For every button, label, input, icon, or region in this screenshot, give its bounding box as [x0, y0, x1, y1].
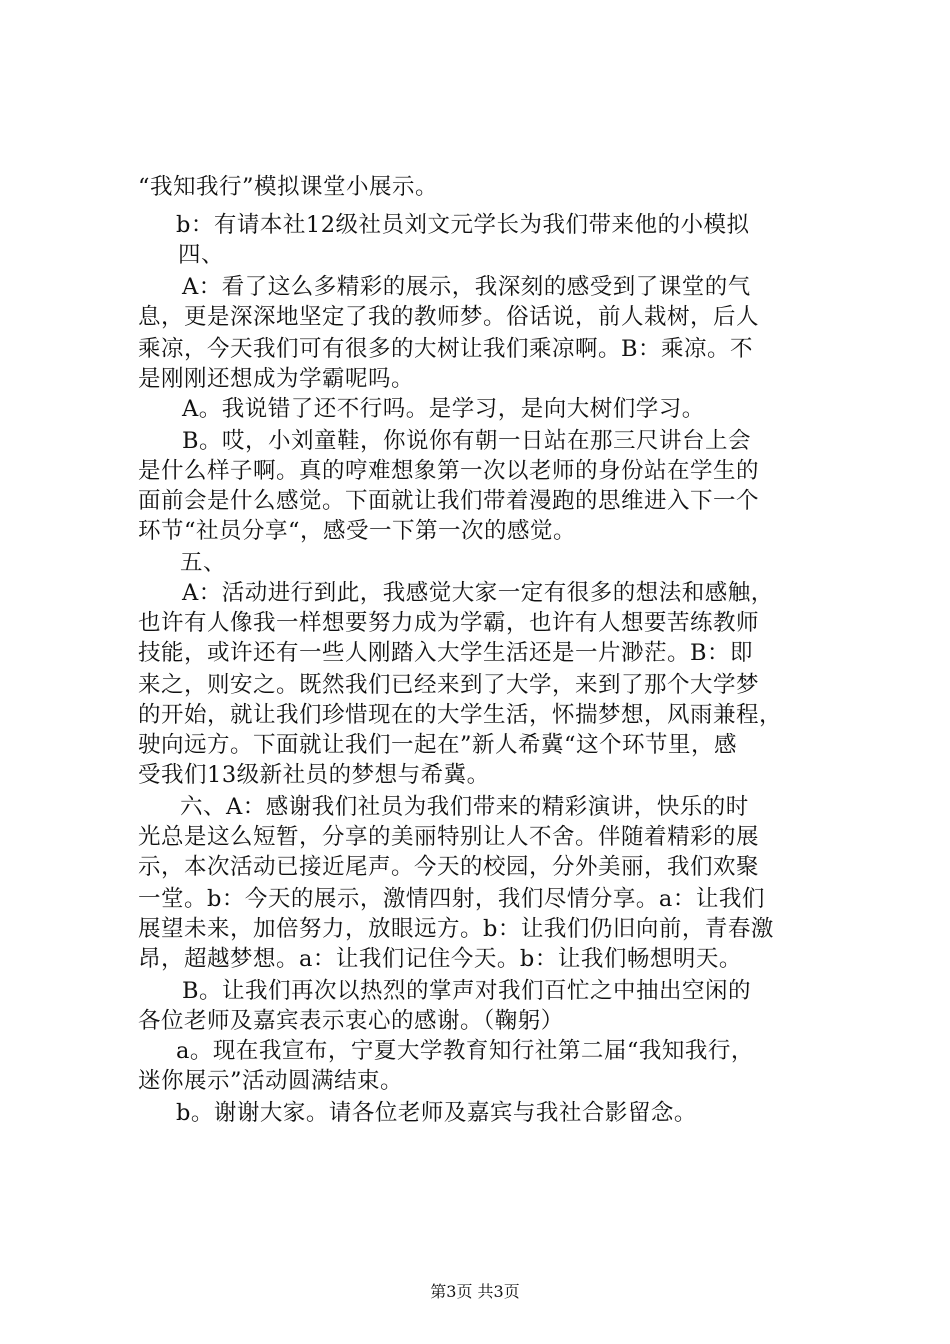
text-line: A：看了这么多精彩的展示，我深刻的感受到了课堂的气 — [182, 274, 751, 300]
text-line: 受我们13级新社员的梦想与希冀。 — [138, 762, 490, 788]
text-line: B。哎，小刘童鞋，你说你有朝一日站在那三尺讲台上会 — [182, 428, 752, 454]
text-line: 技能，或许还有一些人刚踏入大学生活还是一片渺茫。B：即 — [138, 640, 754, 666]
text-line: “我知我行”模拟课堂小展示。 — [138, 174, 439, 200]
text-line: 也许有人像我一样想要努力成为学霸，也许有人想要苦练教师 — [138, 610, 760, 636]
text-line: 来之，则安之。既然我们已经来到了大学，来到了那个大学梦 — [138, 672, 760, 698]
text-line: 昂，超越梦想。a：让我们记住今天。b：让我们畅想明天。 — [138, 946, 742, 972]
text-line: 乘凉，今天我们可有很多的大树让我们乘凉啊。B：乘凉。不 — [138, 336, 754, 362]
text-line: 展望未来，加倍努力，放眼远方。b：让我们仍旧向前，青春激 — [138, 916, 774, 942]
text-line: 是刚刚还想成为学霸呢吗。 — [138, 366, 415, 392]
text-line: 驶向远方。下面就让我们一起在”新人希冀“这个环节里，感 — [138, 732, 738, 758]
text-line: 息，更是深深地坚定了我的教师梦。俗话说，前人栽树，后人 — [138, 304, 760, 330]
text-line: 各位老师及嘉宾表示衷心的感谢。（鞠躬） — [138, 1008, 564, 1034]
text-line: 示，本次活动已接近尾声。今天的校园，分外美丽，我们欢聚 — [138, 854, 760, 880]
text-line: 迷你展示”活动圆满结束。 — [138, 1068, 404, 1094]
text-line: b：有请本社12级社员刘文元学长为我们带来他的小模拟 — [176, 212, 750, 238]
text-line: a。现在我宣布，宁夏大学教育知行社第二届“我知我行， — [176, 1038, 754, 1064]
text-line: 的开始，就让我们珍惜现在的大学生活，怀揣梦想，风雨兼程， — [138, 702, 783, 728]
text-line: 面前会是什么感觉。下面就让我们带着漫跑的思维进入下一个 — [138, 488, 760, 514]
text-line: 四、 — [178, 242, 225, 268]
page-number-label: 第3页 共3页 — [430, 1282, 520, 1301]
text-line: 光总是这么短暂，分享的美丽特别让人不舍。伴随着精彩的展 — [138, 824, 760, 850]
text-line: B。让我们再次以热烈的掌声对我们百忙之中抽出空闲的 — [182, 978, 752, 1004]
text-line: A。我说错了还不行吗。是学习，是向大树们学习。 — [182, 396, 705, 422]
text-line: b。谢谢大家。请各位老师及嘉宾与我社合影留念。 — [176, 1100, 697, 1126]
text-line: 一堂。b：今天的展示，激情四射，我们尽情分享。a：让我们 — [138, 886, 765, 912]
page-footer — [0, 1282, 950, 1302]
text-line: A：活动进行到此，我感觉大家一定有很多的想法和感触， — [182, 580, 774, 606]
text-line: 是什么样子啊。真的哼难想象第一次以老师的身份站在学生的 — [138, 458, 760, 484]
text-line: 五、 — [180, 550, 227, 576]
text-line: 环节“社员分享“，感受一下第一次的感觉。 — [138, 518, 577, 544]
text-line: 六、A：感谢我们社员为我们带来的精彩演讲，快乐的时 — [180, 794, 749, 820]
